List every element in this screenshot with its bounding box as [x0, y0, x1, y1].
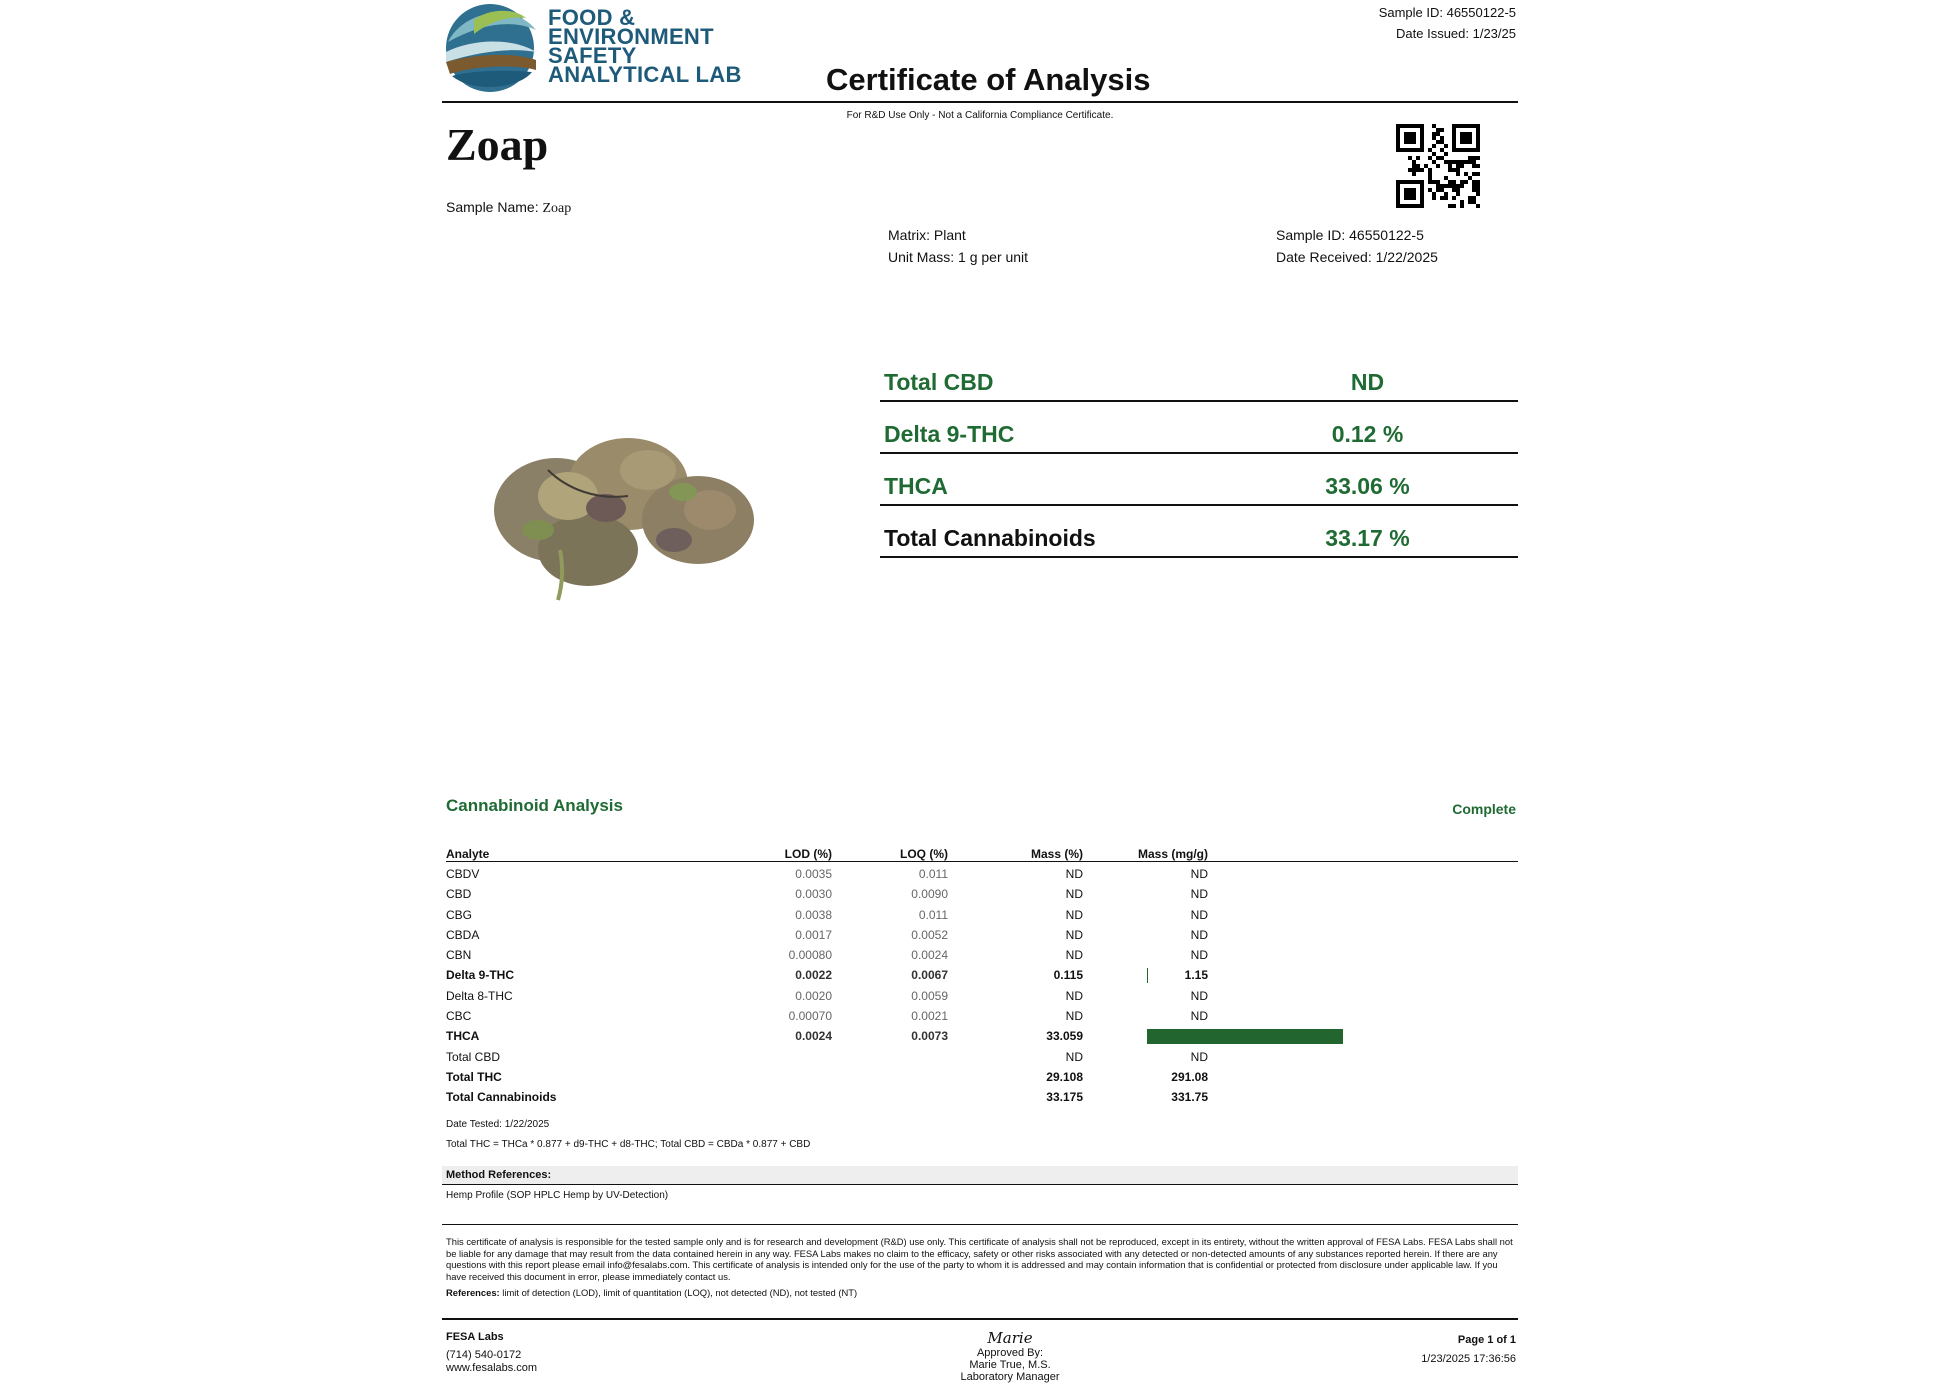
company-name: FESA Labs	[446, 1331, 504, 1343]
header-meta	[1379, 2, 1516, 44]
mass-mg-cell: 291.08	[1171, 1069, 1208, 1084]
footer-contact	[446, 1331, 537, 1376]
mass-pct-cell: 33.175	[1046, 1090, 1083, 1105]
summary-value: ND	[1350, 369, 1385, 395]
analyte-cell: CBG	[446, 907, 473, 922]
wave-logo-icon	[444, 0, 544, 94]
legal-disclaimer	[446, 1236, 1518, 1299]
sample-id: Sample ID: 46550122-5	[1276, 227, 1424, 243]
header-sample-id: Sample ID: 46550122-5	[1378, 5, 1516, 20]
table-row	[446, 1047, 1518, 1067]
lod-cell: 0.0038	[795, 907, 832, 922]
mass-pct-cell: ND	[1065, 1049, 1083, 1064]
logo-line: SAFETY	[548, 43, 637, 68]
unit-mass: Unit Mass: 1 g per unit	[888, 249, 1029, 265]
lod-cell: 0.0035	[795, 867, 832, 881]
logo-text	[548, 5, 742, 87]
logo-line: ANALYTICAL LAB	[548, 62, 742, 87]
lod-cell: 0.0020	[795, 988, 832, 1003]
references-line	[446, 1287, 1518, 1299]
summary-label: Total CBD	[884, 369, 994, 395]
table-row	[446, 1026, 1518, 1046]
table-row	[446, 884, 1518, 904]
table-row	[446, 1006, 1518, 1026]
mass-mg-cell: ND	[1190, 867, 1208, 881]
divider	[442, 1224, 1518, 1225]
loq-cell: 0.0052	[911, 927, 948, 942]
matrix-info	[888, 224, 1028, 268]
analyte-cell: Total CBD	[446, 1049, 501, 1064]
lod-cell: 0.00070	[788, 1009, 832, 1024]
table-row	[446, 864, 1518, 884]
date-received: Date Received: 1/22/2025	[1276, 249, 1438, 265]
sample-name-value: Zoap	[542, 201, 572, 216]
analyte-cell: CBD	[446, 887, 472, 902]
lod-cell: 0.0030	[795, 887, 832, 902]
sample-title: Zoap	[446, 119, 549, 170]
mass-mg-cell: 1.15	[1184, 968, 1208, 983]
loq-cell: 0.011	[918, 867, 948, 881]
table-row	[446, 905, 1518, 925]
footer-page-info	[1421, 1331, 1516, 1369]
summary-total-cannabinoids	[880, 506, 1518, 558]
header-divider	[442, 101, 1518, 103]
mass-mg-cell: ND	[1190, 887, 1208, 902]
table-header	[446, 844, 1518, 862]
loq-cell: 0.0067	[911, 968, 948, 983]
mass-bar	[1147, 1029, 1343, 1044]
footer-divider	[442, 1318, 1518, 1320]
phone: (714) 540-0172	[446, 1348, 522, 1361]
references-text: limit of detection (LOD), limit of quantitation (LOQ), not detected (ND), not tested (NT)	[502, 1287, 858, 1299]
logo-line: FOOD &	[548, 5, 636, 30]
analyte-cell: Delta 8-THC	[446, 988, 513, 1003]
column-header: Mass (%)	[1030, 847, 1083, 861]
summary-label: Delta 9-THC	[884, 421, 1015, 447]
mass-pct-cell: ND	[1065, 927, 1083, 942]
loq-cell: 0.0090	[911, 887, 948, 902]
table-row	[446, 965, 1518, 985]
rnd-disclaimer: For R&D Use Only - Not a California Compliance Certificate.	[846, 110, 1114, 121]
method-references-heading	[442, 1166, 1518, 1185]
table-row	[446, 1067, 1518, 1087]
analyte-cell: CBDA	[446, 927, 480, 942]
approved-by-label: Approved By:	[976, 1347, 1044, 1359]
mass-mg-cell: ND	[1190, 907, 1208, 922]
logo-line: ENVIRONMENT	[548, 24, 714, 49]
lod-cell: 0.0024	[795, 1029, 832, 1044]
loq-cell: 0.011	[918, 907, 948, 922]
table-row	[446, 925, 1518, 945]
method-heading-label: Method References:	[446, 1169, 552, 1181]
certificate-title: Certificate of Analysis	[826, 62, 1151, 97]
mass-pct-cell: 29.108	[1046, 1069, 1083, 1084]
mass-mg-cell: ND	[1190, 948, 1208, 963]
summary-label: Total Cannabinoids	[884, 525, 1096, 551]
table-row	[446, 1087, 1518, 1107]
analyte-cell: Delta 9-THC	[446, 968, 515, 983]
analyte-cell: THCA	[446, 1029, 480, 1044]
mass-pct-cell: ND	[1065, 1009, 1083, 1024]
page-number: Page 1 of 1	[1457, 1334, 1516, 1346]
lod-cell: 0.00080	[788, 948, 832, 963]
receipt-info	[1276, 224, 1438, 268]
mass-bar	[1147, 968, 1148, 983]
column-header: Analyte	[446, 847, 490, 861]
column-header: LOD (%)	[784, 847, 832, 861]
loq-cell: 0.0059	[911, 988, 948, 1003]
table-row	[446, 945, 1518, 965]
analyte-cell: CBN	[446, 948, 472, 963]
summary-value: 33.17 %	[1325, 525, 1410, 551]
sample-name	[446, 199, 571, 217]
summary-delta9-thc	[880, 402, 1518, 454]
mass-pct-cell: ND	[1065, 867, 1083, 881]
qr-code-icon	[1396, 124, 1480, 208]
website[interactable]: www.fesalabs.com	[446, 1362, 538, 1374]
disclaimer-body: This certificate of analysis is responsible for the tested sample only and is for research and development (R&D) use only. This certificate of analysis shall not be reproduced, except in its entirety, without the written approval of FESA Labs. FESA Labs shall not be liable for any damage that may result from the data contained herein in any way. FESA Labs makes no claim to the efficacy, safety or other risks associated with any detected or non-detected amounts of any substances reported herein. If there are any questions with this report please email info@fesalabs.com. This certificate of analysis is intended only for the use of the party to whom it is addressed and may contain information that is confidential or protected from disclosure under applicable law. If you have received this document in error, please immediately contact us.	[446, 1236, 1513, 1282]
date-tested: Date Tested: 1/22/2025	[446, 1119, 550, 1130]
column-header: Mass (mg/g)	[1137, 847, 1208, 861]
table-row	[446, 986, 1518, 1006]
mass-mg-cell: ND	[1190, 927, 1208, 942]
mass-pct-cell: ND	[1065, 948, 1083, 963]
mass-pct-cell: ND	[1065, 887, 1083, 902]
table-body	[446, 864, 1518, 1108]
summary-total-cbd	[880, 350, 1518, 402]
summary-value: 33.06 %	[1325, 473, 1410, 499]
approver-title: Laboratory Manager	[960, 1371, 1060, 1384]
approval-block	[930, 1330, 1090, 1384]
mass-mg-cell: ND	[1190, 1049, 1208, 1064]
mass-pct-cell: ND	[1065, 988, 1083, 1003]
mass-pct-cell: ND	[1065, 907, 1083, 922]
fesa-logo	[444, 0, 742, 94]
mass-pct-cell: 33.059	[1046, 1029, 1083, 1044]
analyte-cell: Total Cannabinoids	[446, 1090, 557, 1105]
mass-pct-cell: 0.115	[1053, 968, 1083, 983]
method-text: Hemp Profile (SOP HPLC Hemp by UV-Detection)	[446, 1190, 669, 1201]
loq-cell: 0.0073	[911, 1029, 948, 1044]
section-title: Cannabinoid Analysis	[446, 796, 623, 815]
references-label: References:	[446, 1287, 500, 1299]
sample-name-label: Sample Name:	[446, 199, 539, 215]
cannabis-flower-photo	[478, 400, 778, 620]
summary-value: 0.12 %	[1331, 421, 1404, 447]
approver-name: Marie True, M.S.	[969, 1359, 1051, 1372]
analyte-cell: CBDV	[446, 867, 480, 881]
analyte-cell: Total THC	[446, 1069, 502, 1084]
cannabinoid-table	[446, 844, 1518, 1108]
status-badge: Complete	[1452, 801, 1516, 817]
print-timestamp: 1/23/2025 17:36:56	[1421, 1353, 1516, 1365]
mass-mg-cell: ND	[1190, 988, 1208, 1003]
column-header: LOQ (%)	[900, 847, 948, 861]
signature: Marie	[987, 1329, 1033, 1347]
lod-cell: 0.0017	[795, 927, 832, 942]
formula-note: Total THC = THCa * 0.877 + d9-THC + d8-THC; Total CBD = CBDa * 0.877 + CBD	[446, 1139, 811, 1150]
header-date-issued: Date Issued: 1/23/25	[1396, 26, 1516, 41]
lod-cell: 0.0022	[795, 968, 832, 983]
analyte-cell: CBC	[446, 1009, 472, 1024]
mass-mg-cell: ND	[1190, 1009, 1208, 1024]
loq-cell: 0.0021	[911, 1009, 948, 1024]
matrix: Matrix: Plant	[888, 227, 966, 243]
loq-cell: 0.0024	[911, 948, 948, 963]
mass-mg-cell: 331.75	[1171, 1090, 1208, 1105]
summary-thca	[880, 454, 1518, 506]
summary-label: THCA	[884, 473, 948, 499]
